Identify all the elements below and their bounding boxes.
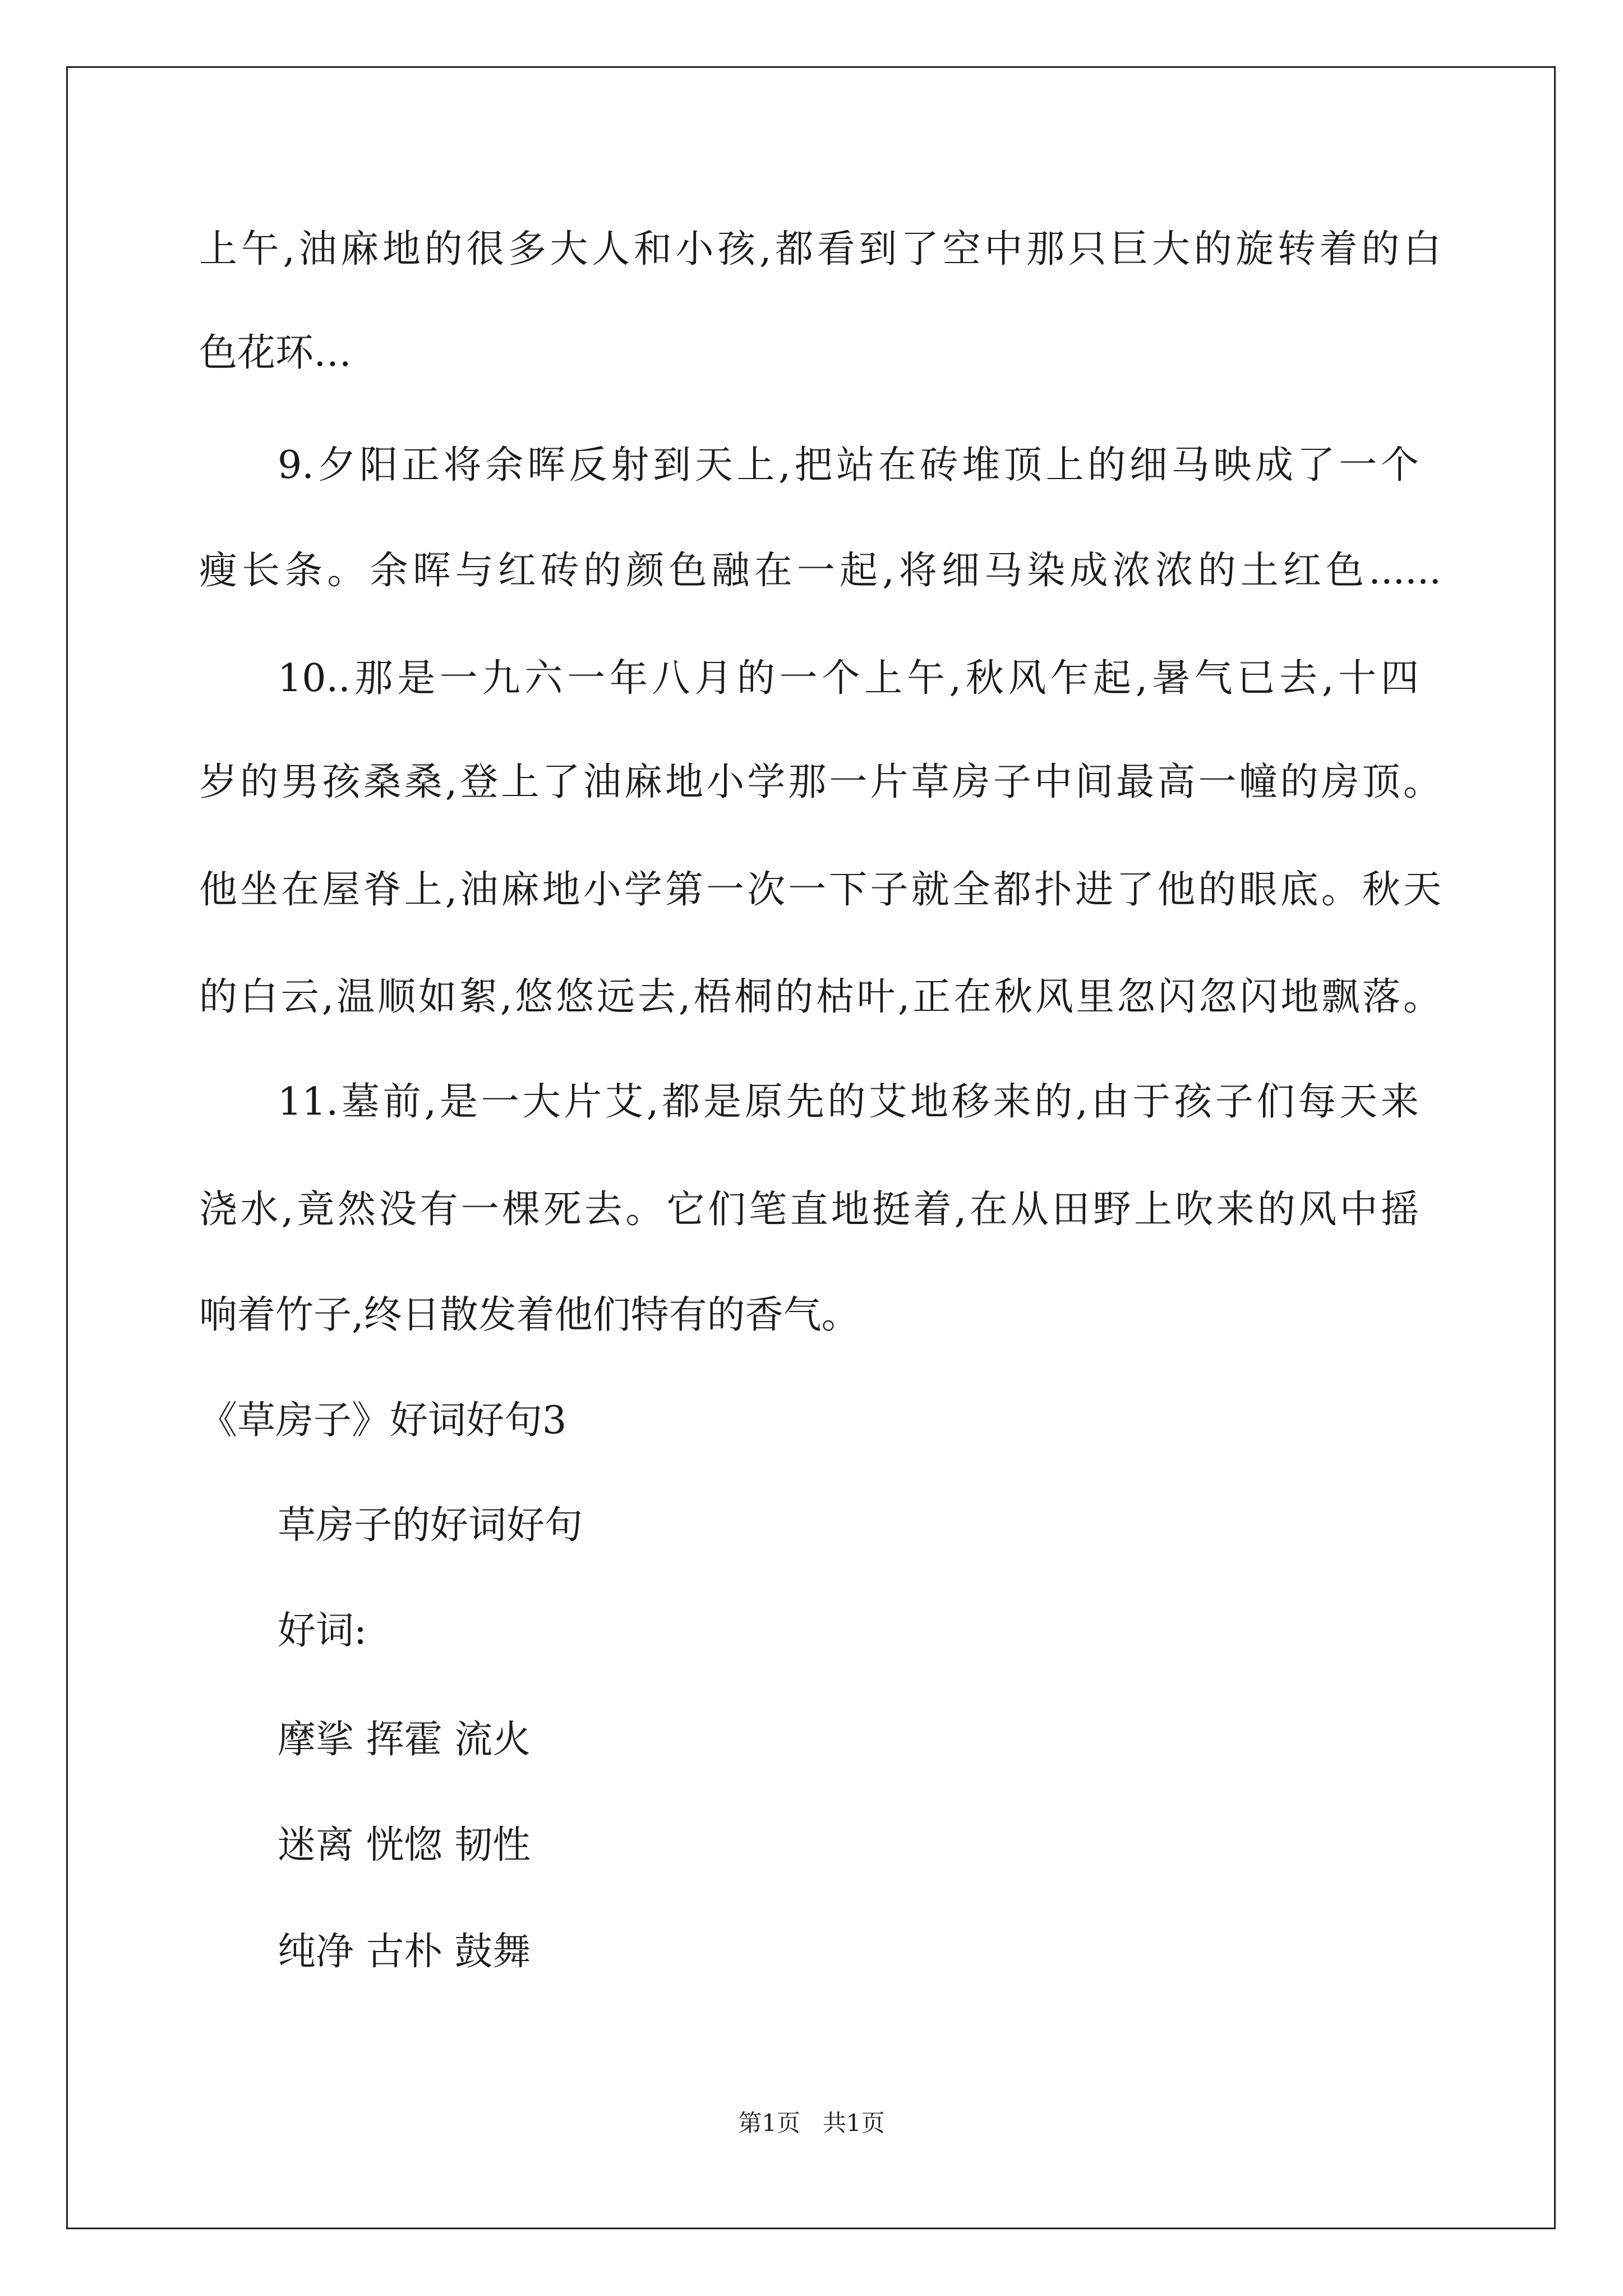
label-good-words: 好词: — [278, 1609, 367, 1653]
section-heading: 《草房子》好词好句3 — [199, 1398, 567, 1443]
text-line-9: 11.墓前,是一大片艾,都是原先的艾地移来的,由于孩子们每天来 — [278, 1080, 1419, 1124]
text-line-4: 瘦长条。余晖与红砖的颜色融在一起,将细马染成浓浓的土红色...... — [199, 549, 1441, 593]
text-line-7: 他坐在屋脊上,油麻地小学第一次一下子就全都扑进了他的眼底。秋天 — [199, 868, 1441, 912]
page-border — [66, 66, 1556, 2229]
text-line-1: 上午,油麻地的很多大人和小孩,都看到了空中那只巨大的旋转着的白 — [199, 227, 1441, 272]
text-line-6: 岁的男孩桑桑,登上了油麻地小学那一片草房子中间最高一幢的房顶。 — [199, 760, 1441, 804]
text-line-10: 浇水,竟然没有一棵死去。它们笔直地挺着,在从田野上吹来的风中摇 — [199, 1188, 1419, 1232]
word-group-3: 纯净 古朴 鼓舞 — [278, 1930, 531, 1974]
word-group-1: 摩挲 挥霍 流火 — [278, 1718, 531, 1762]
text-line-11: 响着竹子,终日散发着他们特有的香气。 — [199, 1293, 860, 1337]
subsection-title: 草房子的好词好句 — [278, 1503, 583, 1548]
text-line-2: 色花环… — [199, 331, 352, 375]
word-group-2: 迷离 恍惚 韧性 — [278, 1823, 531, 1867]
text-line-5: 10..那是一九六一年八月的一个上午,秋风乍起,暑气已去,十四 — [278, 656, 1419, 701]
text-line-8: 的白云,温顺如絮,悠悠远去,梧桐的枯叶,正在秋风里忽闪忽闪地飘落。 — [199, 975, 1441, 1019]
page-footer: 第1页 共1页 — [738, 2109, 885, 2137]
text-line-3: 9.夕阳正将余晖反射到天上,把站在砖堆顶上的细马映成了一个 — [278, 443, 1419, 487]
